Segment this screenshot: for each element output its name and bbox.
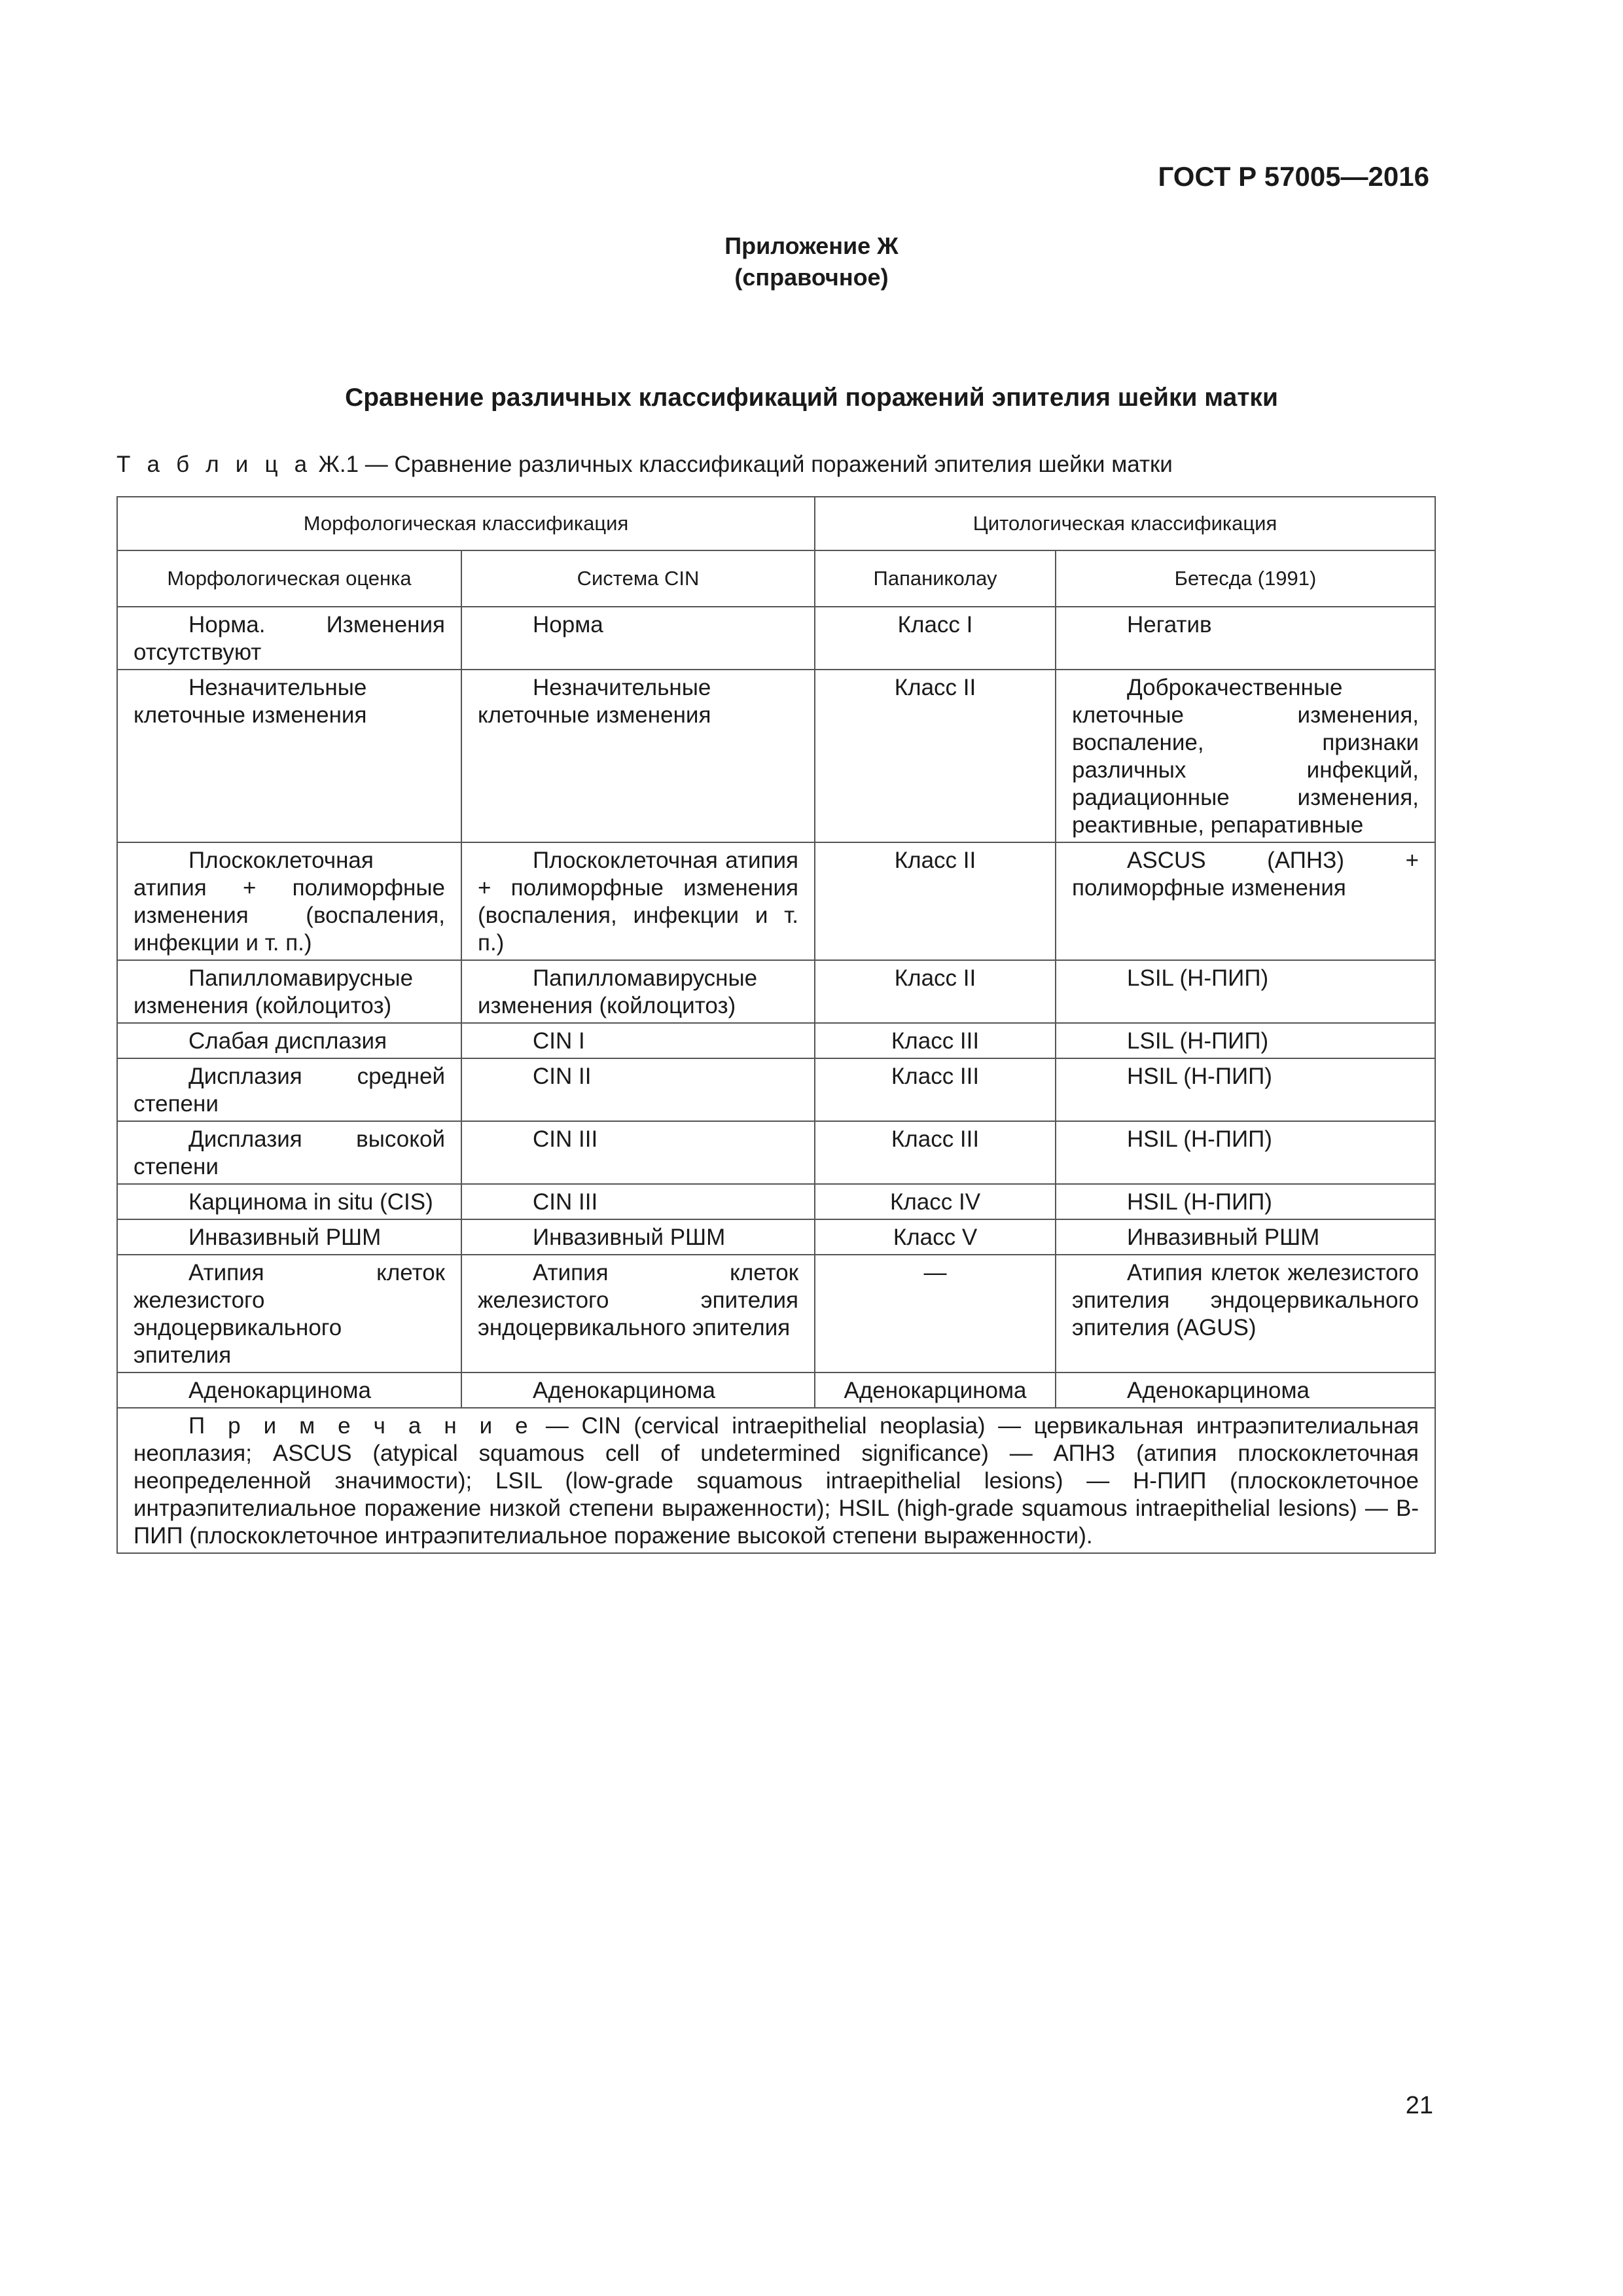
table-cell: Класс II — [815, 670, 1056, 842]
table-caption-text: Ж.1 — Сравнение различных классификаций поражений эпителия шейки матки — [312, 452, 1173, 477]
table-cell: Карцинома in situ (CIS) — [117, 1184, 461, 1219]
table-cell: HSIL (Н-ПИП) — [1056, 1058, 1435, 1121]
table-row — [117, 607, 1435, 670]
table-row — [117, 1023, 1435, 1058]
table-row — [117, 670, 1435, 842]
table-cell: Класс I — [815, 607, 1056, 670]
column-header-row — [117, 550, 1435, 607]
table-cell: Класс II — [815, 842, 1056, 960]
table-cell: Доброкачественные клеточные изменения, воспаление, признаки различных инфекций, радиационные изменения, реактивные, репаративные — [1056, 670, 1435, 842]
table-note — [117, 1408, 1435, 1553]
table-cell: Класс III — [815, 1058, 1056, 1121]
table-cell: Аденокарцинома — [461, 1372, 815, 1408]
column-header: Система CIN — [461, 550, 815, 607]
table-cell: Норма. Изменения отсутствуют — [117, 607, 461, 670]
note-row — [117, 1408, 1435, 1553]
appendix-subtitle: (справочное) — [734, 264, 889, 291]
table-cell: Папилломавирусные изменения (койлоцитоз) — [117, 960, 461, 1023]
table-cell: Аденокарцинома — [815, 1372, 1056, 1408]
table-cell: Дисплазия средней степени — [117, 1058, 461, 1121]
table-cell: Незначительные клеточные изменения — [461, 670, 815, 842]
table-cell: Дисплазия высокой степени — [117, 1121, 461, 1184]
table-cell: Норма — [461, 607, 815, 670]
table-cell: LSIL (Н-ПИП) — [1056, 960, 1435, 1023]
table-cell: ASCUS (АПНЗ) + полиморфные изменения — [1056, 842, 1435, 960]
appendix-heading — [0, 230, 1623, 293]
table-row — [117, 1058, 1435, 1121]
table-row — [117, 1219, 1435, 1255]
table-cell: LSIL (Н-ПИП) — [1056, 1023, 1435, 1058]
standard-number: ГОСТ Р 57005—2016 — [1158, 161, 1429, 192]
table-cell: Папилломавирусные изменения (койлоцитоз) — [461, 960, 815, 1023]
section-title: Сравнение различных классификаций поражений эпителия шейки матки — [345, 384, 1278, 412]
appendix-title: Приложение Ж — [724, 232, 899, 259]
table-cell: Аденокарцинома — [1056, 1372, 1435, 1408]
table-cell: CIN III — [461, 1184, 815, 1219]
table-cell: Негатив — [1056, 607, 1435, 670]
table-cell: HSIL (Н-ПИП) — [1056, 1121, 1435, 1184]
table-cell: Класс III — [815, 1121, 1056, 1184]
table-row — [117, 842, 1435, 960]
table-cell: Плоскоклеточная атипия + полиморфные изменения (воспаления, инфекции и т. п.) — [461, 842, 815, 960]
table-cell: Класс IV — [815, 1184, 1056, 1219]
table-cell: Атипия клеток железистого эпителия эндоцервикального эпителия — [461, 1255, 815, 1372]
table-cell: Класс III — [815, 1023, 1056, 1058]
note-prefix: П р и м е ч а н и е — [188, 1413, 533, 1439]
table-cell: Инвазивный РШМ — [1056, 1219, 1435, 1255]
table-row — [117, 1184, 1435, 1219]
table-cell: CIN III — [461, 1121, 815, 1184]
table-cell: Инвазивный РШМ — [461, 1219, 815, 1255]
group-header-row — [117, 497, 1435, 550]
column-header: Бетесда (1991) — [1056, 550, 1435, 607]
table-cell: Атипия клеток железистого эндоцервикального эпителия — [117, 1255, 461, 1372]
cytological-group-header: Цитологическая классификация — [815, 497, 1435, 550]
table-cell: Класс V — [815, 1219, 1056, 1255]
table-row — [117, 1372, 1435, 1408]
table-caption — [116, 452, 1173, 478]
note-text: — CIN (cervical intraepithelial neoplasia) — цервикальная интраэпителиальная неоплазия; ASCUS (atypical squamous cell of undetermined significance) — АПНЗ (атипия плоскоклеточная неопределенной значимости); LSIL (low-grade squamous intraepithelial lesions) — Н-ПИП (плоскоклеточное интраэпителиальное поражение низкой степени выраженности); HSIL (high-grade squamous intraepithelial lesions) — В-ПИП (плоскоклеточное интраэпителиальное поражение высокой степени выраженности). — [134, 1413, 1419, 1549]
table-row — [117, 1255, 1435, 1372]
table-cell: Атипия клеток железистого эпителия эндоцервикального эпителия (AGUS) — [1056, 1255, 1435, 1372]
table-cell: CIN II — [461, 1058, 815, 1121]
table-cell: Незначительные клеточные изменения — [117, 670, 461, 842]
column-header: Морфологическая оценка — [117, 550, 461, 607]
table-cell: HSIL (Н-ПИП) — [1056, 1184, 1435, 1219]
table-caption-prefix: Т а б л и ц а — [116, 452, 312, 477]
morphological-group-header: Морфологическая классификация — [117, 497, 815, 550]
table-cell: Слабая дисплазия — [117, 1023, 461, 1058]
table-cell: CIN I — [461, 1023, 815, 1058]
table-cell: Аденокарцинома — [117, 1372, 461, 1408]
table-cell: — — [815, 1255, 1056, 1372]
table-cell: Инвазивный РШМ — [117, 1219, 461, 1255]
classification-table — [116, 496, 1436, 1554]
table-cell: Класс II — [815, 960, 1056, 1023]
table-row — [117, 960, 1435, 1023]
column-header: Папаниколау — [815, 550, 1056, 607]
page-number: 21 — [1405, 2092, 1433, 2119]
table-cell: Плоскоклеточная атипия + полиморфные изменения (воспаления, инфекции и т. п.) — [117, 842, 461, 960]
table-row — [117, 1121, 1435, 1184]
